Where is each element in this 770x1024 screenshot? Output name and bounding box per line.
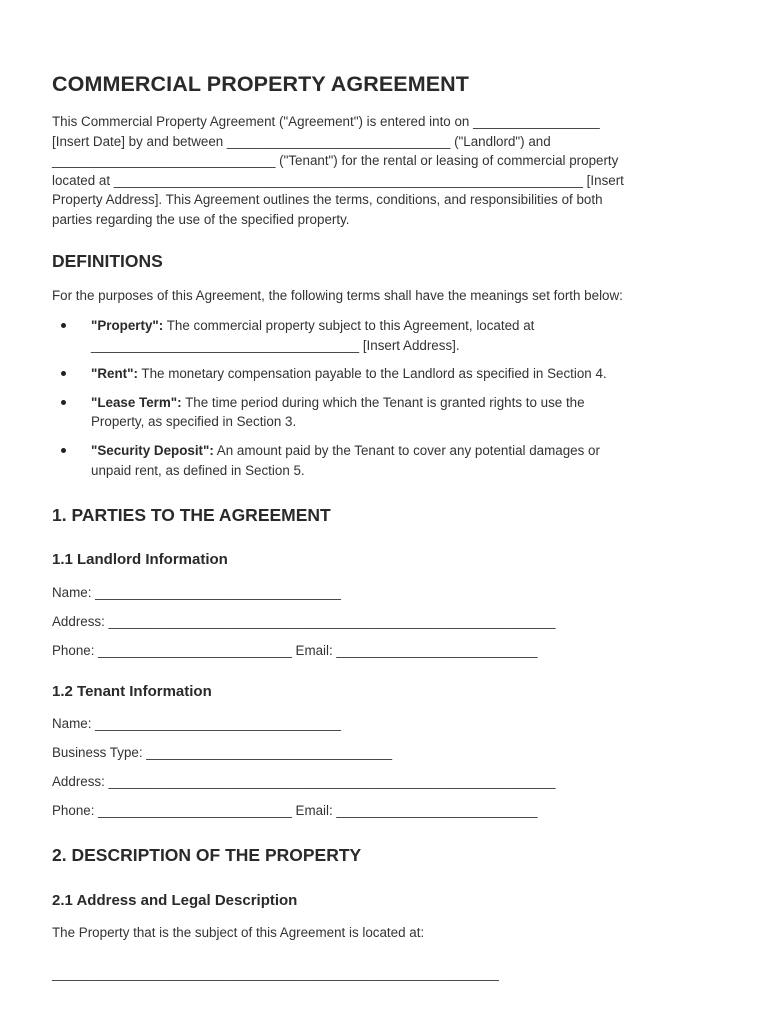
definitions-list <box>52 316 732 489</box>
definition-item-property <box>52 316 732 355</box>
definition-text: The commercial property subject to this Agreement, located at <box>163 318 535 333</box>
property-location-lead: The Property that is the subject of this Agreement is located at: <box>52 925 425 940</box>
definition-text: ____________________________________ [Insert Address]. <box>91 337 460 353</box>
definition-term: "Lease Term": <box>91 394 182 410</box>
intro-line: [Insert Date] by and between ______________________________ ("Landlord") and <box>52 133 551 149</box>
definitions-heading: DEFINITIONS <box>52 251 163 271</box>
tenant-name-field: Name: _________________________________ <box>52 716 341 731</box>
definition-term: "Rent": <box>91 366 138 382</box>
definition-term: "Security Deposit": <box>91 442 214 458</box>
landlord-info-heading: 1.1 Landlord Information <box>52 551 228 568</box>
tenant-info-heading: 1.2 Tenant Information <box>52 683 212 700</box>
definition-item-security-deposit <box>52 441 732 480</box>
definition-item-lease-term <box>52 393 732 432</box>
intro-line: ______________________________ ("Tenant") for the rental or leasing of commercial property <box>52 153 619 169</box>
intro-paragraph <box>52 112 732 230</box>
definition-text: An amount paid by the Tenant to cover any potential damages or <box>213 442 600 458</box>
section-1-heading: 1. PARTIES TO THE AGREEMENT <box>52 505 331 525</box>
bullet-icon <box>61 448 66 453</box>
definitions-lead: For the purposes of this Agreement, the following terms shall have the meanings set forth below: <box>52 288 623 303</box>
intro-line: Property Address]. This Agreement outlines the terms, conditions, and responsibilities of both <box>52 192 603 208</box>
definition-item-rent <box>52 364 732 384</box>
tenant-address-field: Address: ____________________________________________________________ <box>52 774 556 789</box>
definition-text: Property, as specified in Section 3. <box>91 414 297 430</box>
definition-text: unpaid rent, as defined in Section 5. <box>91 462 305 478</box>
landlord-name-field: Name: _________________________________ <box>52 585 341 600</box>
intro-line: parties regarding the use of the specified property. <box>52 211 350 227</box>
landlord-phone-email-field: Phone: __________________________ Email: ___________________________ <box>52 643 538 658</box>
tenant-business-type-field: Business Type: _________________________________ <box>52 745 393 760</box>
document-title: COMMERCIAL PROPERTY AGREEMENT <box>52 72 470 96</box>
definition-text: The time period during which the Tenant is granted rights to use the <box>181 394 585 410</box>
bullet-icon <box>61 371 66 376</box>
definition-term: "Property": <box>91 318 164 333</box>
property-location-blank: ____________________________________________________________ <box>52 966 499 981</box>
landlord-address-field: Address: ____________________________________________________________ <box>52 614 556 629</box>
bullet-icon <box>61 323 66 328</box>
tenant-phone-email-field: Phone: __________________________ Email: ___________________________ <box>52 803 538 818</box>
definition-text: The monetary compensation payable to the Landlord as specified in Section 4. <box>137 366 607 382</box>
intro-line: This Commercial Property Agreement ("Agreement") is entered into on _________________ <box>52 114 600 129</box>
bullet-icon <box>61 400 66 405</box>
intro-line: located at _______________________________________________________________ [Insert <box>52 172 624 188</box>
address-legal-heading: 2.1 Address and Legal Description <box>52 892 298 909</box>
section-2-heading: 2. DESCRIPTION OF THE PROPERTY <box>52 845 362 865</box>
